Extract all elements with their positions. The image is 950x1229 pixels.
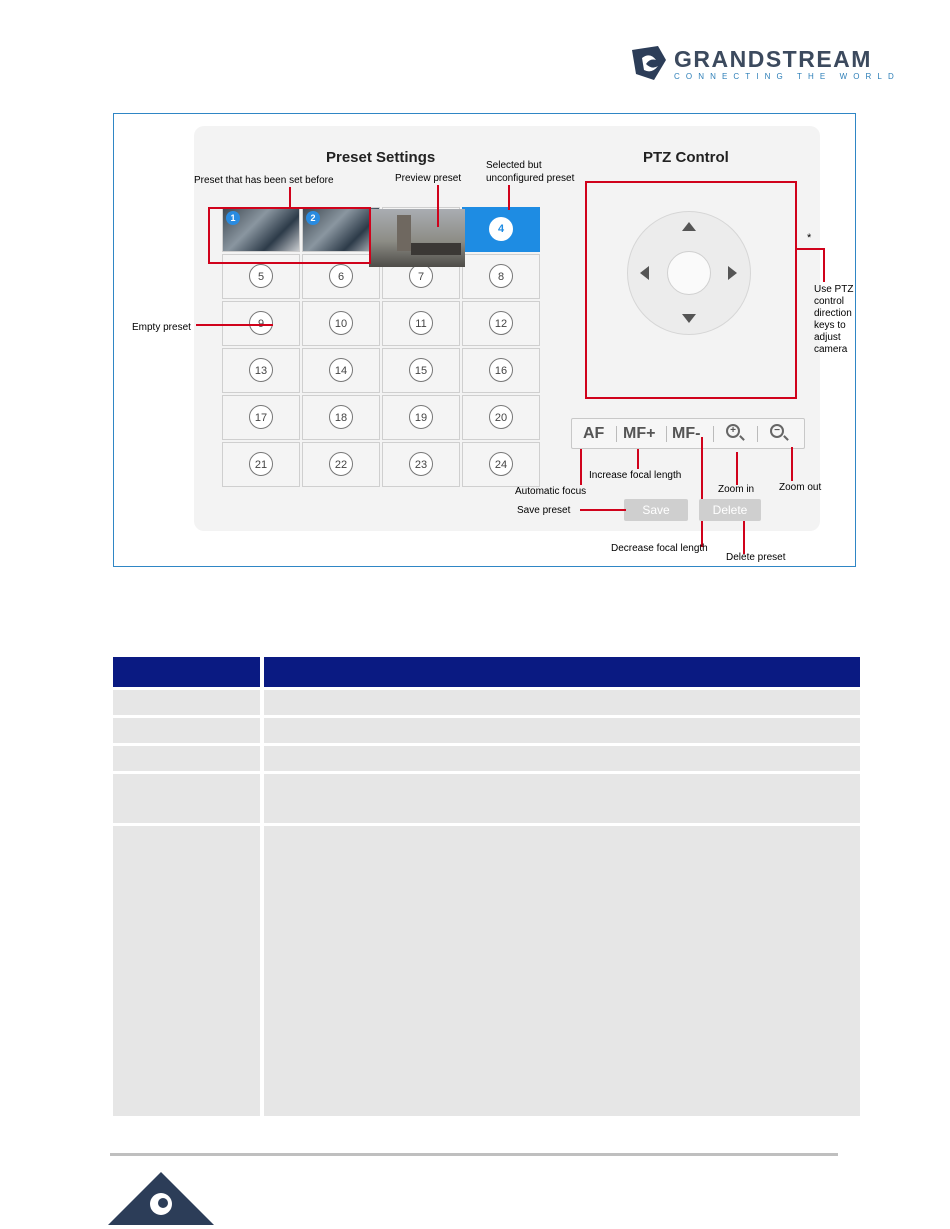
table-header-col2 (264, 657, 860, 687)
brand-tagline: CONNECTING THE WORLD (674, 72, 900, 81)
preset-number: 11 (409, 311, 433, 335)
footer-logo-icon (150, 1193, 172, 1215)
ptz-center-button[interactable] (667, 251, 711, 295)
preview-preset-image (369, 209, 465, 267)
zoom-in-icon[interactable]: + (726, 424, 740, 438)
preset-empty-19[interactable] (382, 395, 460, 440)
table-row (264, 690, 860, 715)
leader-preview (437, 185, 439, 227)
leader-set-before (289, 187, 291, 208)
preset-empty-11[interactable] (382, 301, 460, 346)
arrow-up-icon[interactable] (682, 222, 696, 231)
table-row (264, 718, 860, 743)
annotation-selected-2: unconfigured preset (486, 173, 575, 184)
leader-ptz-down (823, 248, 825, 282)
leader-mf-minus (701, 437, 703, 547)
leader-save (580, 509, 626, 511)
preset-number: 8 (489, 264, 513, 288)
preset-empty-21[interactable] (222, 442, 300, 487)
preset-number: 10 (329, 311, 353, 335)
mf-plus-button[interactable]: MF+ (623, 425, 656, 442)
preset-empty-10[interactable] (302, 301, 380, 346)
preset-number: 5 (249, 264, 273, 288)
preset-number: 16 (489, 358, 513, 382)
preset-number: 13 (249, 358, 273, 382)
preset-number: 20 (489, 405, 513, 429)
leader-af (580, 449, 582, 485)
table-row (113, 718, 260, 743)
brand-name: GRANDSTREAM (674, 46, 872, 72)
preset-figure (113, 113, 856, 567)
preset-number: 23 (409, 452, 433, 476)
preset-number: 15 (409, 358, 433, 382)
table-row (113, 774, 260, 823)
preset-empty-13[interactable] (222, 348, 300, 393)
grandstream-logo-icon (628, 44, 668, 84)
annotation-decrease-focal: Decrease focal length (611, 543, 708, 554)
ptz-control-title: PTZ Control (643, 149, 729, 166)
preset-number: 22 (329, 452, 353, 476)
set-presets-highlight (208, 207, 371, 264)
preset-empty-24[interactable] (462, 442, 540, 487)
annotation-zoom-out: Zoom out (779, 482, 822, 493)
preset-number: 21 (249, 452, 273, 476)
leader-zoom-out (791, 447, 793, 481)
preset-number-badge: 1 (226, 211, 240, 225)
table-row (113, 690, 260, 715)
annotation-set-before: Preset that has been set before (194, 175, 334, 186)
preset-number: 6 (329, 264, 353, 288)
table-row (264, 746, 860, 771)
leader-delete (743, 521, 745, 554)
focus-zoom-toolbar (571, 418, 805, 449)
preset-number-badge: 2 (306, 211, 320, 225)
annotation-save-preset: Save preset (517, 505, 571, 516)
leader-zoom-in (736, 452, 738, 485)
preset-empty-8[interactable] (462, 254, 540, 299)
preset-settings-title: Preset Settings (326, 149, 436, 166)
preset-number: 17 (249, 405, 273, 429)
preset-number: 12 (489, 311, 513, 335)
annotation-preview: Preview preset (395, 173, 462, 184)
annotation-auto-focus: Automatic focus (515, 486, 587, 497)
footer-rule (110, 1153, 838, 1156)
preset-number: 18 (329, 405, 353, 429)
leader-empty (196, 324, 273, 326)
preset-selected-4[interactable] (462, 207, 540, 252)
brand-logo (628, 44, 900, 88)
preset-empty-20[interactable] (462, 395, 540, 440)
annotation-ptz-note: Use PTZ control direction keys to adjust camera (814, 284, 854, 355)
annotation-zoom-in: Zoom in (718, 484, 755, 495)
annotation-empty: Empty preset (132, 322, 191, 333)
preset-number: 4 (489, 217, 513, 241)
af-button[interactable]: AF (583, 425, 605, 442)
annotation-star: * (807, 232, 812, 244)
table-row (264, 774, 860, 823)
preset-number (249, 311, 273, 335)
table-row (113, 826, 260, 1116)
annotation-delete-preset: Delete preset (726, 552, 786, 563)
preset-number: 24 (489, 452, 513, 476)
table-row (113, 746, 260, 771)
leader-selected (508, 185, 510, 210)
zoom-out-icon[interactable]: − (770, 424, 784, 438)
preset-empty-16[interactable] (462, 348, 540, 393)
mf-minus-button[interactable]: MF- (672, 425, 701, 442)
save-button[interactable]: Save (624, 499, 688, 521)
delete-button[interactable]: Delete (699, 499, 761, 521)
table-row (264, 826, 860, 1116)
preset-number: 19 (409, 405, 433, 429)
ptz-control-panel (585, 181, 797, 399)
preset-empty-17[interactable] (222, 395, 300, 440)
arrow-right-icon[interactable] (728, 266, 737, 280)
arrow-left-icon[interactable] (640, 266, 649, 280)
preset-empty-15[interactable] (382, 348, 460, 393)
leader-mf-plus (637, 449, 639, 469)
preset-empty-23[interactable] (382, 442, 460, 487)
table-header-col1 (113, 657, 260, 687)
preset-empty-12[interactable] (462, 301, 540, 346)
leader-ptz (797, 248, 825, 250)
preset-number: 7 (409, 264, 433, 288)
annotation-selected-1: Selected but (486, 160, 542, 171)
preset-empty-14[interactable] (302, 348, 380, 393)
preset-empty-18[interactable] (302, 395, 380, 440)
ptz-direction-pad (627, 211, 751, 335)
arrow-down-icon[interactable] (682, 314, 696, 323)
annotation-increase-focal: Increase focal length (589, 470, 682, 481)
preset-number: 14 (329, 358, 353, 382)
preset-empty-22[interactable] (302, 442, 380, 487)
